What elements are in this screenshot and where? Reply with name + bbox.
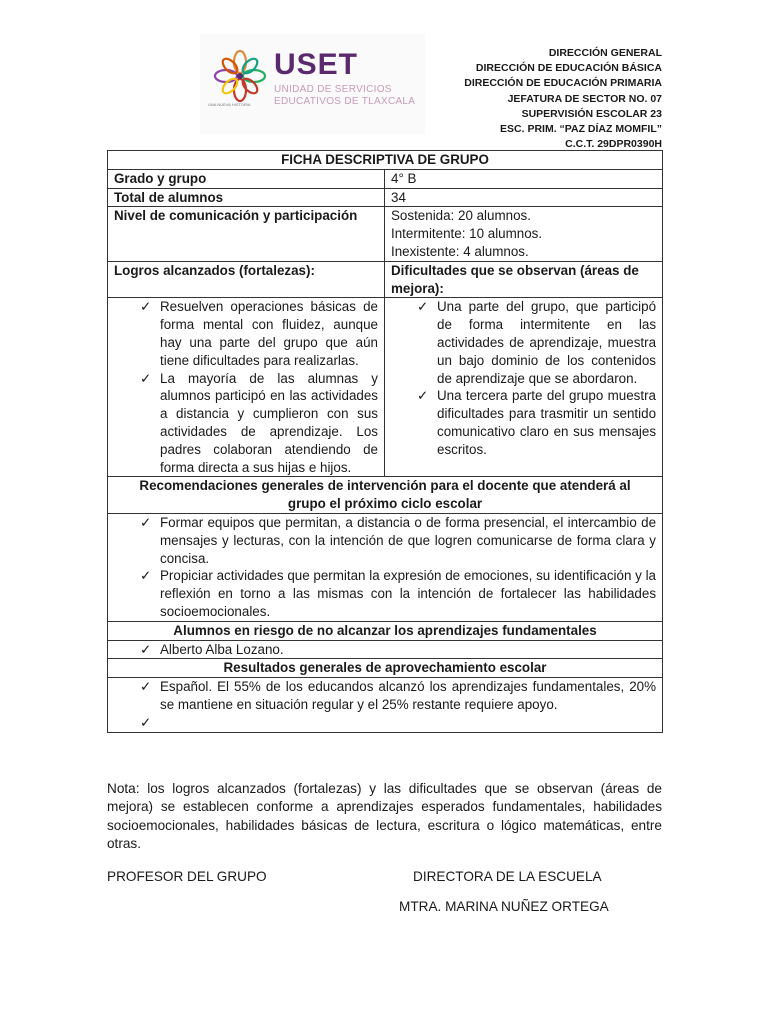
resultados-cell [108,678,663,732]
signature-profesor: PROFESOR DEL GRUPO [107,869,267,884]
list-item [114,714,656,732]
riesgo-list [114,641,656,659]
resultados-list [114,678,656,731]
logo-subtitle-line1: UNIDAD DE SERVICIOS [274,84,392,95]
uset-logo [200,34,425,134]
header-line: SUPERVISIÓN ESCOLAR 23 [521,107,662,120]
logo-subtitle-line2: EDUCATIVOS DE TLAXCALA [274,96,416,107]
signature-directora-name: MTRA. MARINA NUÑEZ ORTEGA [399,899,609,914]
ficha-title: FICHA DESCRIPTIVA DE GRUPO [108,151,663,170]
nivel-intermitente: Intermitente: 10 alumnos. [391,226,543,242]
header-line: DIRECCIÓN GENERAL [548,47,662,59]
nivel-sostenida: Sostenida: 20 alumnos. [391,208,531,224]
list-item: ✓ La mayoría de las alumnas y alumnos participó en las actividades a distancia y cumplieron con sus actividades de aprendizaje. Los padres colaboran atendiendo de forma directa a sus hijas e hijos. [140,370,378,475]
nivel-label: Nivel de comunicación y participación [108,207,385,261]
dificultades-list [391,298,656,458]
checkmark-icon: ✓ [417,299,429,315]
checkmark-icon: ✓ [140,299,152,315]
resultados-label: Resultados generales de aprovechamiento escolar [108,659,663,678]
list-item: ✓ Resuelven operaciones básicas de forma mental con fluidez, aunque hay una parte del grupo que aún tiene dificultades para realizarlas. [140,299,378,368]
header-line: ESC. PRIM. “PAZ DÍAZ MOMFIL” [500,123,662,136]
list-item: ✓ Formar equipos que permitan, a distancia o de forma presencial, el intercambio de mensajes y lecturas, con la intención de que logren comunicarse de forma clara y concisa. [140,514,657,566]
recomendaciones-list [114,514,656,621]
list-item: ✓ Una parte del grupo, que participó de forma intermitente en las actividades de aprendizaje, muestra un bajo dominio de los contenidos de aprendizaje que se abordaron. [417,299,657,386]
recomendaciones-cell [108,513,663,621]
dificultades-label: Dificultades que se observan (áreas de mejora): [385,261,663,298]
total-value: 34 [385,188,663,207]
list-item: ✓ Una tercera parte del grupo muestra dificultades para trasmitir un sentido comunicativo claro en sus mensajes escritos. [417,388,657,457]
logros-cell [108,298,385,477]
checkmark-icon: ✓ [140,370,152,386]
note-paragraph: Nota: los logros alcanzados (fortalezas) y las dificultades que se observan (áreas de mejora) se establecen conforme a aprendizajes esperados fundamentales, habilidades socioemocionales, habilidades básicas de lectura, escritura o lógico matemáticas, entre otras. [107,781,662,852]
header-line: DIRECCIÓN DE EDUCACIÓN PRIMARIA [464,77,662,90]
checkmark-icon: ✓ [140,514,152,530]
grado-value: 4° B [385,169,663,188]
checkmark-icon: ✓ [417,388,429,404]
logo-tagline: UNA NUEVA HISTORIA [208,102,251,107]
header-line: C.C.T. 29DPR0390H [565,138,662,151]
checkmark-icon: ✓ [140,568,152,584]
list-item: ✓ Alberto Alba Lozano. [140,641,284,657]
header-line: JEFATURA DE SECTOR NO. 07 [507,92,662,105]
logros-list [114,298,378,476]
flower-logo-icon [214,50,266,102]
riesgo-label: Alumnos en riesgo de no alcanzar los aprendizajes fundamentales [108,621,663,640]
logo-title: USET [274,48,359,81]
checkmark-icon: ✓ [140,714,152,730]
total-label: Total de alumnos [108,188,385,207]
nivel-inexistente: Inexistente: 4 alumnos. [391,243,529,259]
grado-label: Grado y grupo [108,169,385,188]
checkmark-icon: ✓ [140,641,152,657]
recomendaciones-label: Recomendaciones generales de intervención para el docente que atenderá al grupo el próximo ciclo escolar [108,477,663,514]
logros-label: Logros alcanzados (fortalezas): [108,261,385,298]
institution-header [464,46,662,152]
header-line: DIRECCIÓN DE EDUCACIÓN BÁSICA [475,62,662,75]
dificultades-cell [385,298,663,477]
nivel-values [385,207,663,261]
riesgo-cell [108,640,663,659]
list-item: ✓ Español. El 55% de los educandos alcanzó los aprendizajes fundamentales, 20% se mantiene en situación regular y el 25% restante requiere apoyo. [140,679,657,712]
checkmark-icon: ✓ [140,679,152,695]
signature-directora: DIRECTORA DE LA ESCUELA [413,869,602,884]
ficha-table [107,150,663,733]
list-item: ✓ Propiciar actividades que permitan la expresión de emociones, su identificación y la reflexión en torno a las mismas con la intención de fortalecer las habilidades socioemocionales. [140,568,657,619]
